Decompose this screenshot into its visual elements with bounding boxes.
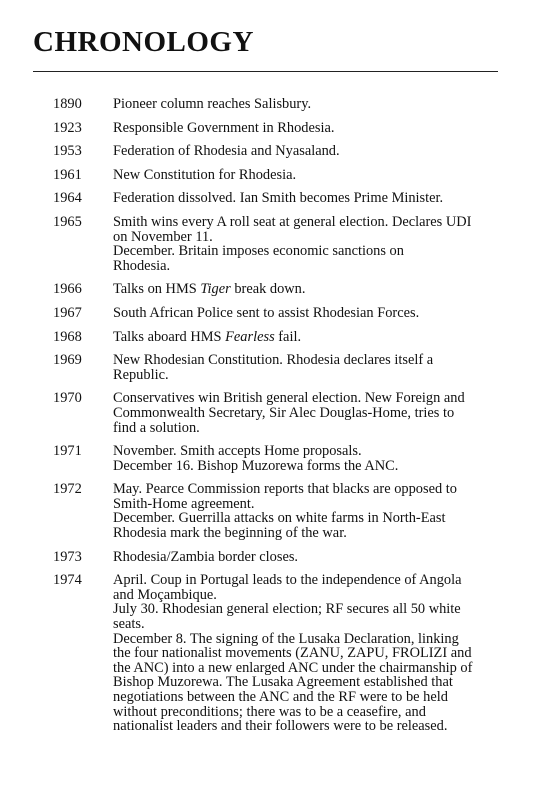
entry-text	[113, 306, 503, 321]
entry-year: 1964	[53, 190, 82, 207]
entry-paragraph	[113, 482, 503, 511]
text-line: New Constitution for Rhodesia.	[113, 166, 297, 183]
entry-year: 1968	[53, 328, 82, 345]
entry-text	[113, 97, 503, 112]
chronology-entry	[0, 306, 545, 321]
entry-year: 1923	[53, 119, 82, 136]
entry-year: 1972	[53, 481, 82, 498]
text-line: without preconditions; there was to be a ceasefire, and	[113, 703, 426, 720]
entry-text	[113, 444, 503, 473]
chronology-entry	[0, 168, 545, 183]
entry-year: 1969	[53, 352, 82, 369]
text-line: on November 11.	[113, 228, 213, 245]
entry-year: 1965	[53, 213, 82, 230]
chronology-list	[0, 97, 545, 743]
text-line: Rhodesia mark the beginning of the war.	[113, 525, 347, 542]
entry-year: 1966	[53, 281, 82, 298]
text-line: December. Guerrilla attacks on white farms in North-East	[113, 510, 446, 527]
chronology-entry	[0, 215, 545, 273]
text-line: July 30. Rhodesian general election; RF secures all 50 white	[113, 601, 461, 618]
text-line: negotiations between the ANC and the RF were to be held	[113, 689, 448, 705]
text-line: nationalist leaders and their followers were to be released.	[113, 718, 448, 735]
text-line: the four nationalist movements (ZANU, ZAPU, FROLIZI and	[113, 645, 472, 662]
entry-paragraph	[113, 573, 503, 602]
entry-year: 1890	[53, 96, 82, 112]
entry-paragraph	[113, 550, 503, 565]
entry-paragraph	[113, 602, 503, 631]
entry-year: 1953	[53, 143, 82, 160]
text-line: Commonwealth Secretary, Sir Alec Douglas-Home, tries to	[113, 404, 455, 421]
chronology-entry	[0, 121, 545, 136]
text-line: April. Coup in Portugal leads to the independence of Angola	[113, 572, 462, 589]
chronology-entry	[0, 391, 545, 435]
chronology-entry	[0, 353, 545, 382]
entry-paragraph	[113, 306, 503, 321]
chronology-entry	[0, 191, 545, 206]
text-line: December 8. The signing of the Lusaka Declaration, linking	[113, 630, 459, 647]
entry-text	[113, 168, 503, 183]
text-line: South African Police sent to assist Rhodesian Forces.	[113, 304, 420, 321]
entry-paragraph	[113, 632, 503, 734]
chronology-entry	[0, 444, 545, 473]
text-line: Talks on HMS Tiger break down.	[113, 281, 306, 298]
chronology-entry	[0, 573, 545, 734]
entry-paragraph	[113, 353, 503, 382]
text-line: find a solution.	[113, 419, 200, 436]
text-line: Rhodesia/Zambia border closes.	[113, 548, 299, 565]
entry-text	[113, 144, 503, 159]
chronology-entry	[0, 97, 545, 112]
entry-paragraph	[113, 97, 503, 112]
title-rule	[33, 71, 498, 72]
chronology-entry	[0, 482, 545, 540]
entry-text	[113, 215, 503, 273]
entry-paragraph	[113, 244, 503, 273]
entry-text	[113, 550, 503, 565]
entry-text	[113, 191, 503, 206]
text-line: November. Smith accepts Home proposals.	[113, 443, 362, 460]
entry-paragraph	[113, 511, 503, 540]
entry-text	[113, 121, 503, 136]
text-line: Rhodesia.	[113, 257, 171, 274]
entry-year: 1970	[53, 390, 82, 407]
entry-paragraph	[113, 330, 503, 345]
text-line: Talks aboard HMS Fearless fail.	[113, 328, 302, 345]
entry-text	[113, 282, 503, 297]
text-line: Bishop Muzorewa. The Lusaka Agreement established that	[113, 674, 453, 691]
entry-paragraph	[113, 391, 503, 435]
entry-text	[113, 391, 503, 435]
text-line: Responsible Government in Rhodesia.	[113, 119, 335, 136]
entry-paragraph	[113, 444, 503, 459]
entry-paragraph	[113, 121, 503, 136]
text-line: December 16. Bishop Muzorewa forms the ANC.	[113, 457, 399, 474]
text-line: Republic.	[113, 366, 169, 383]
chronology-entry	[0, 550, 545, 565]
entry-paragraph	[113, 459, 503, 474]
chronology-entry	[0, 144, 545, 159]
text-line: Smith wins every A roll seat at general election. Declares UDI	[113, 213, 472, 230]
text-line: the ANC) into a new enlarged ANC under the chairmanship of	[113, 659, 473, 676]
entry-text	[113, 330, 503, 345]
entry-year: 1967	[53, 304, 82, 321]
text-line: Smith-Home agreement.	[113, 495, 255, 512]
entry-paragraph	[113, 282, 503, 297]
text-line: Federation of Rhodesia and Nyasaland.	[113, 143, 340, 160]
entry-paragraph	[113, 168, 503, 183]
chronology-entry	[0, 330, 545, 345]
entry-text	[113, 573, 503, 734]
page-title: CHRONOLOGY	[33, 26, 254, 58]
entry-paragraph	[113, 215, 503, 244]
entry-paragraph	[113, 144, 503, 159]
text-line: Federation dissolved. Ian Smith becomes Prime Minister.	[113, 190, 444, 207]
text-line: Pioneer column reaches Salisbury.	[113, 96, 312, 112]
entry-year: 1973	[53, 548, 82, 565]
entry-text	[113, 482, 503, 540]
entry-year: 1971	[53, 443, 82, 460]
text-line: New Rhodesian Constitution. Rhodesia declares itself a	[113, 352, 434, 369]
chronology-entry	[0, 282, 545, 297]
entry-paragraph	[113, 191, 503, 206]
text-line: December. Britain imposes economic sanctions on	[113, 243, 404, 260]
text-line: Conservatives win British general election. New Foreign and	[113, 390, 465, 407]
entry-text	[113, 353, 503, 382]
entry-year: 1961	[53, 166, 82, 183]
text-line: seats.	[113, 616, 145, 633]
text-line: May. Pearce Commission reports that blacks are opposed to	[113, 481, 457, 498]
entry-year: 1974	[53, 572, 82, 589]
text-line: and Moçambique.	[113, 586, 217, 603]
